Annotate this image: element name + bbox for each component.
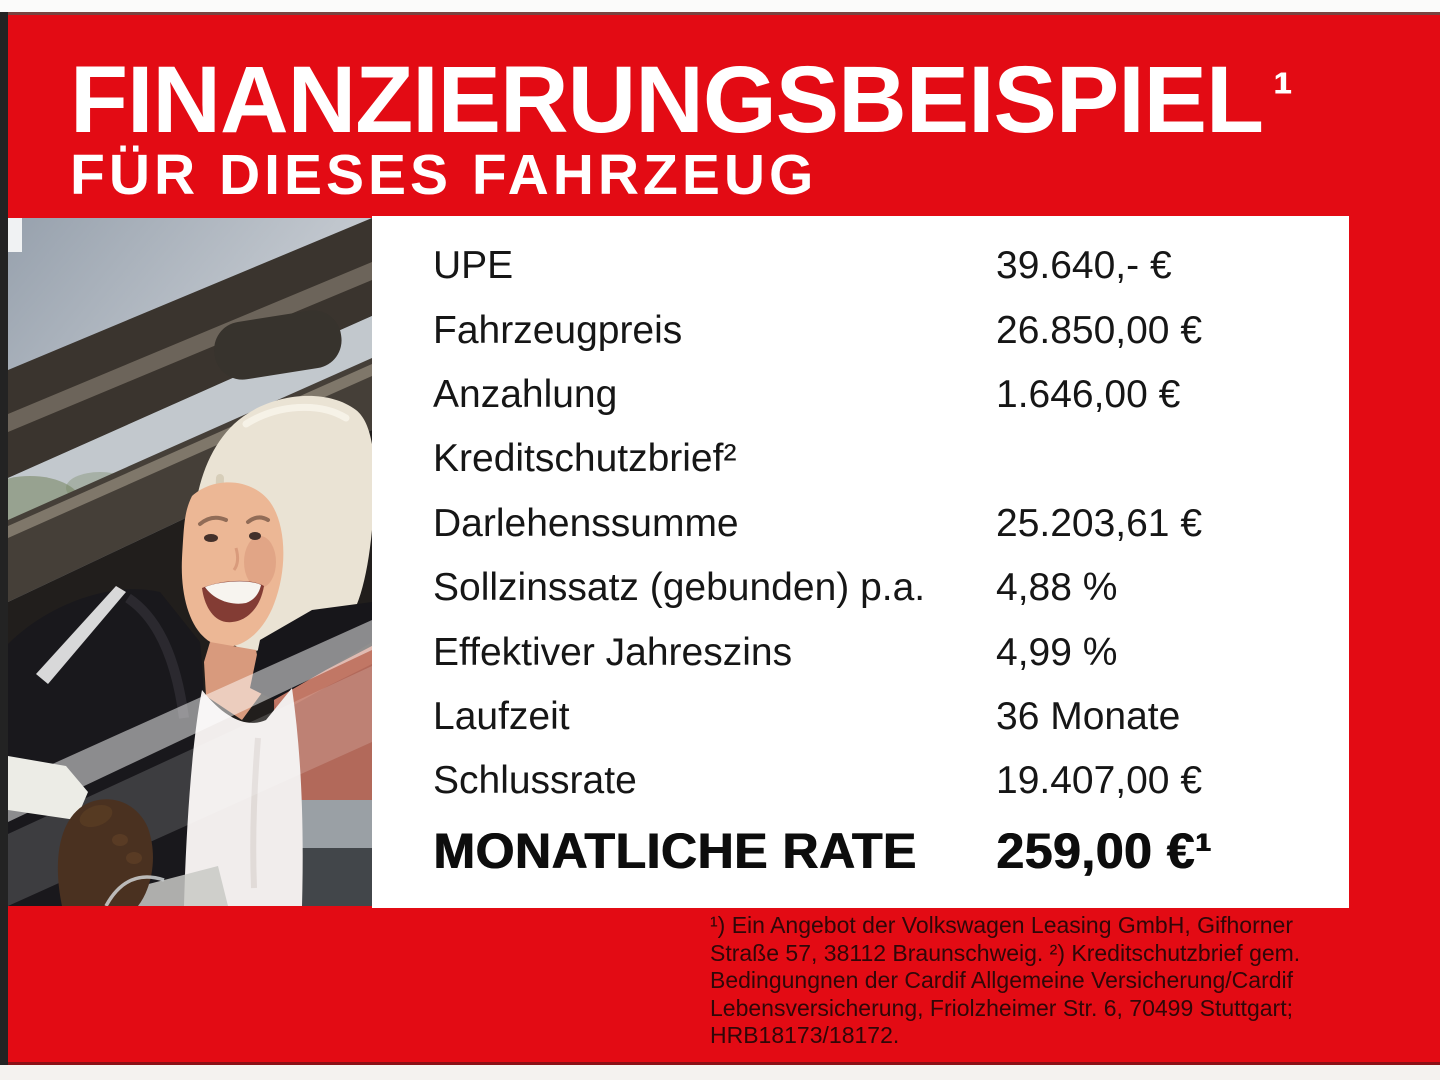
table-row [372, 427, 1349, 491]
row-value: 4,88 % [996, 566, 1118, 610]
bottom-white-strip [0, 1065, 1440, 1080]
footnotes [710, 912, 1355, 1050]
row-label: Effektiver Jahreszins [433, 630, 793, 674]
footnote-line: Bedingungnen der Cardif Allgemeine Versicherung/Cardif [710, 967, 1294, 993]
page-title [70, 46, 1410, 153]
page-subtitle [70, 143, 1410, 207]
table-row [372, 685, 1349, 749]
sky-bright-notch [8, 218, 22, 252]
footnote-line: Lebensversicherung, Friolzheimer Str. 6, 70499 Stuttgart; [710, 994, 1293, 1021]
financing-table-panel [372, 216, 1349, 908]
footnote-line: HRB18173/18172. [710, 1022, 900, 1048]
monthly-rate-label: MONATLICHE RATE [433, 822, 917, 879]
monthly-rate-value: 259,00 €¹ [996, 822, 1212, 879]
row-value: 36 Monate [996, 694, 1181, 738]
car-photo-illustration [8, 218, 372, 906]
right-eye [249, 532, 261, 540]
left-eye [204, 534, 218, 542]
row-label: Sollzinssatz (gebunden) p.a. [433, 566, 926, 610]
row-value: 4,99 % [996, 630, 1118, 674]
row-value: 39.640,- € [996, 244, 1172, 288]
knuckle-1 [112, 834, 128, 846]
footnote-line: Straße 57, 38112 Braunschweig. ²) Kreditschutzbrief gem. [710, 939, 1301, 966]
footnote-line: ¹) Ein Angebot der Volkswagen Leasing GmbH, Gifhorner [710, 912, 1293, 938]
row-value: 25.203,61 € [996, 501, 1203, 545]
table-row [372, 620, 1349, 684]
row-value: 1.646,00 € [996, 372, 1181, 416]
table-row [372, 363, 1349, 427]
row-value: 19.407,00 € [996, 759, 1203, 803]
monthly-rate-row [372, 814, 1349, 888]
row-label: Schlussrate [433, 759, 637, 803]
left-dark-border [0, 12, 8, 1065]
table-row [372, 749, 1349, 813]
cheek-shade [244, 536, 276, 588]
row-label: UPE [433, 244, 514, 288]
table-row [372, 556, 1349, 620]
table-row [372, 492, 1349, 556]
table-row [372, 298, 1349, 362]
row-label: Laufzeit [433, 694, 570, 738]
row-label: Anzahlung [433, 372, 618, 416]
page-subtitle-text: FÜR DIESES FAHRZEUG [70, 143, 818, 207]
woman-in-car-photo [8, 218, 372, 906]
row-value: 26.850,00 € [996, 308, 1203, 352]
row-label: Fahrzeugpreis [433, 308, 683, 352]
knuckle-2 [126, 852, 142, 864]
row-label: Kreditschutzbrief² [433, 437, 737, 481]
table-row [372, 234, 1349, 298]
page-title-superscript: ¹ [1273, 60, 1293, 127]
page-title-text: FINANZIERUNGSBEISPIEL [70, 47, 1263, 153]
row-label: Darlehenssumme [433, 501, 739, 545]
